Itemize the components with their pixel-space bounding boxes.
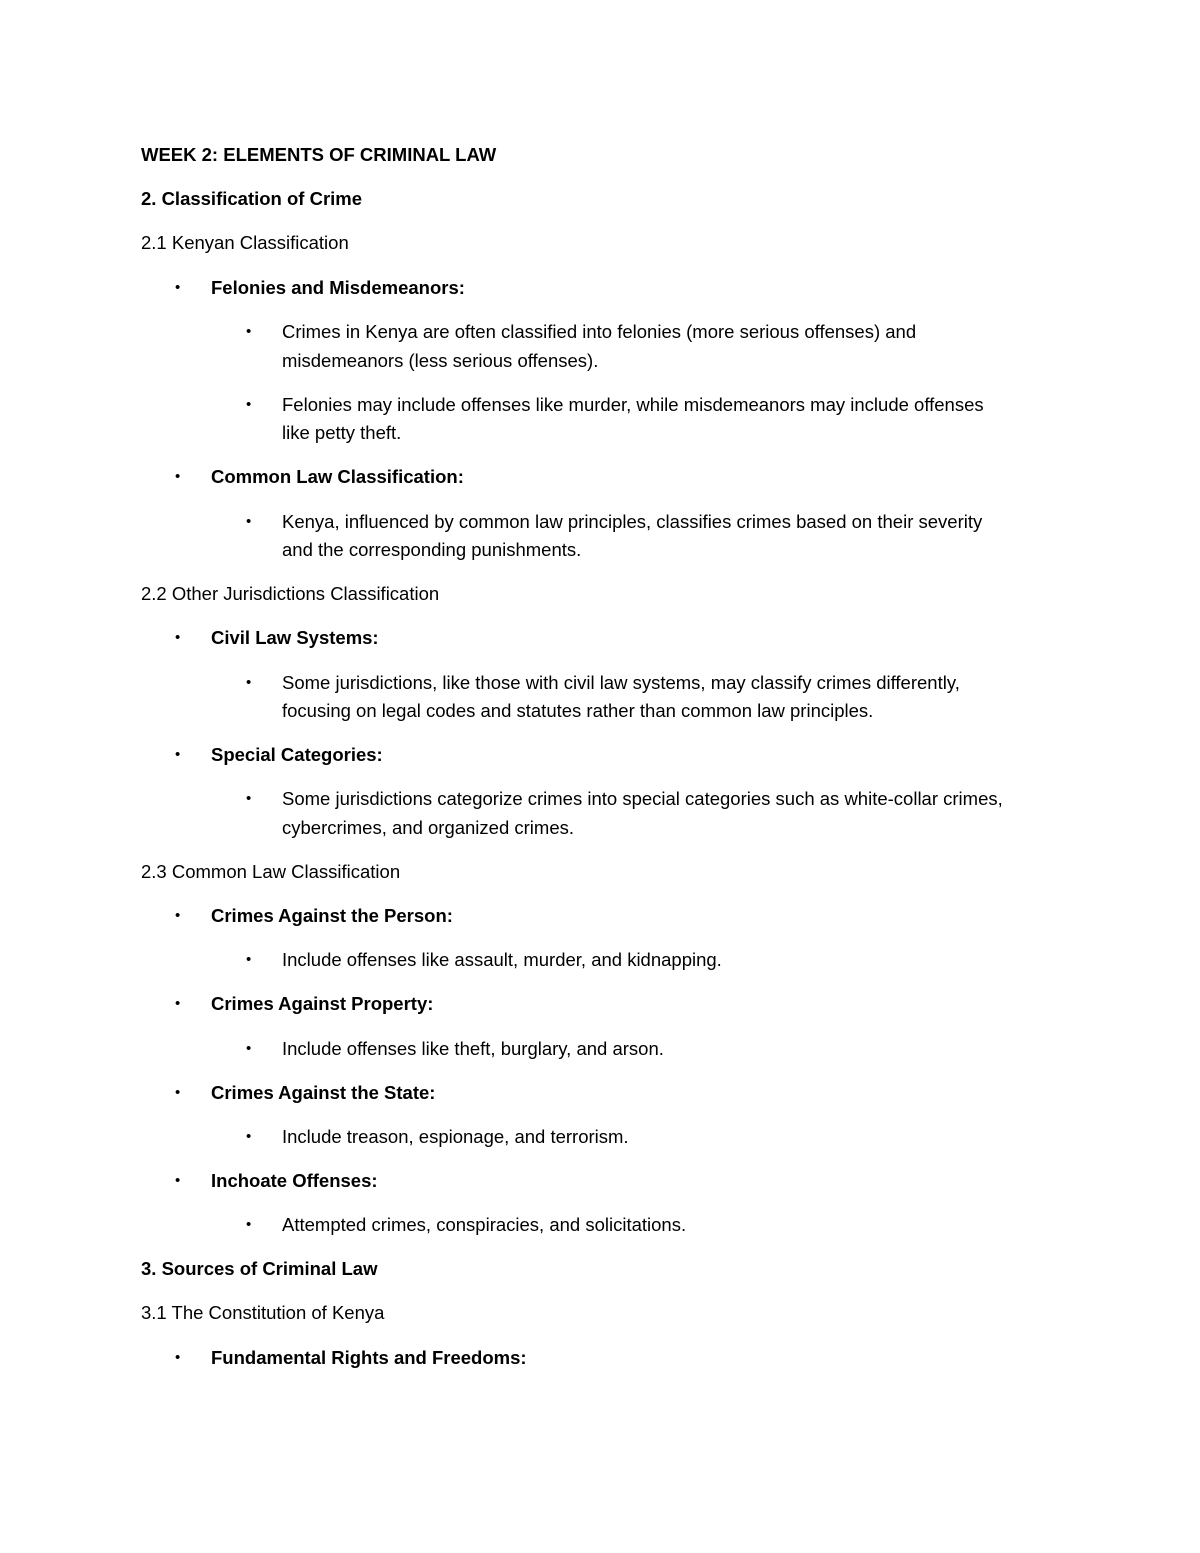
list-item-text: Include treason, espionage, and terrorism.	[282, 1126, 629, 1147]
list-item-text: Some jurisdictions categorize crimes into special categories such as white-collar crimes,	[282, 788, 1003, 809]
bullet-icon: •	[246, 951, 252, 968]
list-item-text: Include offenses like assault, murder, and kidnapping.	[282, 949, 722, 970]
bullet-icon: •	[175, 468, 181, 485]
list-item-text: and the corresponding punishments.	[282, 539, 582, 560]
list-item-label: Crimes Against the State:	[211, 1082, 436, 1103]
bullet-icon: •	[246, 674, 252, 691]
bullet-icon: •	[175, 1349, 181, 1366]
list-item-label: Fundamental Rights and Freedoms:	[211, 1347, 527, 1368]
list-item-text: Some jurisdictions, like those with civil law systems, may classify crimes differently,	[282, 672, 960, 693]
section-heading-3: 3. Sources of Criminal Law	[141, 1258, 378, 1279]
list-item-label: Crimes Against the Person:	[211, 905, 453, 926]
bullet-icon: •	[246, 1040, 252, 1057]
bullet-icon: •	[175, 629, 181, 646]
list-item-text: Kenya, influenced by common law principles, classifies crimes based on their severity	[282, 511, 983, 532]
bullet-icon: •	[246, 790, 252, 807]
bullet-icon: •	[175, 995, 181, 1012]
bullet-icon: •	[246, 396, 252, 413]
list-item-label: Inchoate Offenses:	[211, 1170, 378, 1191]
list-item-text: Felonies may include offenses like murder, while misdemeanors may include offenses	[282, 394, 984, 415]
list-item-label: Felonies and Misdemeanors:	[211, 277, 465, 298]
list-item-text: Include offenses like theft, burglary, and arson.	[282, 1038, 664, 1059]
bullet-icon: •	[175, 907, 181, 924]
list-item-label: Civil Law Systems:	[211, 627, 379, 648]
bullet-icon: •	[246, 1128, 252, 1145]
subsection-heading-3-1: 3.1 The Constitution of Kenya	[141, 1302, 385, 1323]
list-item-label: Crimes Against Property:	[211, 993, 434, 1014]
subsection-heading-2-1: 2.1 Kenyan Classification	[141, 232, 349, 253]
list-item-text: Crimes in Kenya are often classified into felonies (more serious offenses) and	[282, 321, 917, 342]
subsection-heading-2-3: 2.3 Common Law Classification	[141, 861, 401, 882]
list-item-text: focusing on legal codes and statutes rather than common law principles.	[282, 700, 874, 721]
bullet-icon: •	[246, 323, 252, 340]
bullet-icon: •	[175, 279, 181, 296]
list-item-text: cybercrimes, and organized crimes.	[282, 817, 574, 838]
list-item-text: like petty theft.	[282, 422, 402, 443]
list-item-label: Common Law Classification:	[211, 466, 464, 487]
list-item-text: Attempted crimes, conspiracies, and solicitations.	[282, 1214, 687, 1235]
document-title: WEEK 2: ELEMENTS OF CRIMINAL LAW	[141, 144, 497, 165]
subsection-heading-2-2: 2.2 Other Jurisdictions Classification	[141, 583, 440, 604]
bullet-icon: •	[246, 513, 252, 530]
list-item-label: Special Categories:	[211, 744, 383, 765]
list-item-text: misdemeanors (less serious offenses).	[282, 350, 599, 371]
bullet-icon: •	[246, 1216, 252, 1233]
bullet-icon: •	[175, 1172, 181, 1189]
section-heading-2: 2. Classification of Crime	[141, 188, 363, 209]
bullet-icon: •	[175, 746, 181, 763]
bullet-icon: •	[175, 1084, 181, 1101]
